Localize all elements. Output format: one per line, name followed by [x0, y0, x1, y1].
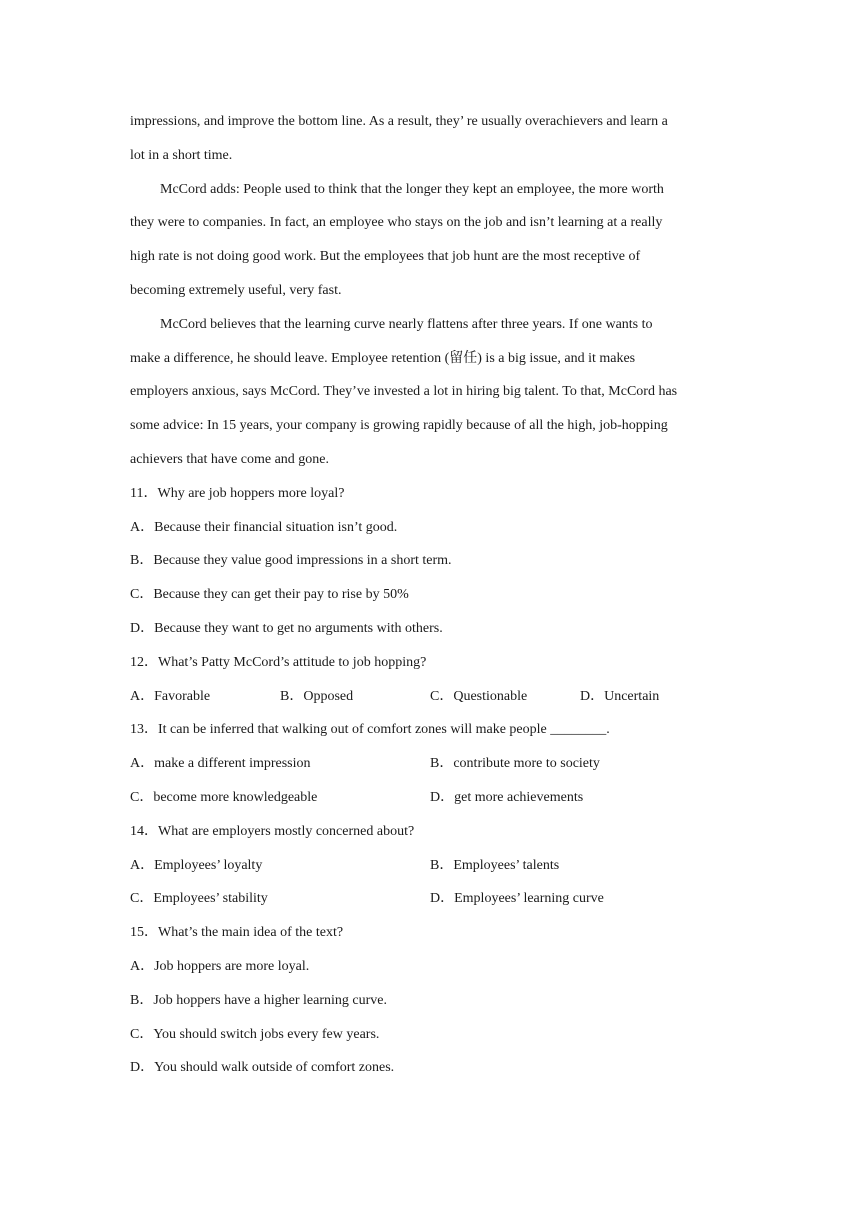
passage-line: they were to companies. In fact, an employee who stays on the job and isn’t learning at a really: [130, 215, 663, 231]
passage-line: employers anxious, says McCord. They’ve invested a lot in hiring big talent. To that, McCord has: [130, 384, 678, 400]
answer-option-a: A．Favorable: [130, 688, 211, 704]
answer-option-c: C．Questionable: [430, 688, 528, 704]
passage-line: McCord adds: People used to think that the longer they kept an employee, the more worth: [160, 181, 664, 197]
passage-line: McCord believes that the learning curve nearly flattens after three years. If one wants to: [160, 316, 653, 332]
answer-option-c: C．Employees’ stability: [130, 891, 268, 907]
answer-option-b: B．Because they value good impressions in a short term.: [130, 553, 452, 569]
answer-option-b: B．Opposed: [280, 688, 354, 704]
passage-line: becoming extremely useful, very fast.: [130, 282, 342, 298]
options-row: [130, 849, 730, 883]
question-12: [130, 646, 730, 714]
answer-option-b: B．Employees’ talents: [430, 857, 560, 873]
question-stem: 11．Why are job hoppers more loyal?: [130, 485, 345, 501]
passage-paragraph-3: [130, 308, 730, 477]
question-13: [130, 713, 730, 814]
passage-line: lot in a short time.: [130, 147, 233, 163]
question-stem: 15．What’s the main idea of the text?: [130, 925, 344, 941]
passage-line: achievers that have come and gone.: [130, 451, 330, 467]
answer-option-d: D．You should walk outside of comfort zones.: [130, 1060, 395, 1076]
passage-paragraph-2: [130, 173, 730, 308]
answer-option-d: D．Employees’ learning curve: [430, 891, 604, 907]
answer-option-b: B．Job hoppers have a higher learning curve.: [130, 992, 387, 1008]
answer-option-b: B．contribute more to society: [430, 756, 600, 772]
passage-line: impressions, and improve the bottom line. As a result, they’ re usually overachievers and learn a: [130, 114, 668, 129]
answer-option-a: A．Job hoppers are more loyal.: [130, 958, 310, 974]
options-row: [130, 747, 730, 781]
passage-line: make a difference, he should leave. Employee retention (留任) is a big issue, and it makes: [130, 350, 636, 366]
answer-option-c: C．You should switch jobs every few years.: [130, 1026, 380, 1042]
question-stem: 12．What’s Patty McCord’s attitude to job hopping?: [130, 654, 427, 670]
answer-option-a: A．Employees’ loyalty: [130, 857, 263, 873]
question-15: [130, 916, 730, 1085]
answer-option-a: A．Because their financial situation isn’t good.: [130, 519, 398, 535]
answer-option-a: A．make a different impression: [130, 756, 311, 772]
question-11: [130, 477, 730, 646]
passage-paragraph-1: [130, 105, 730, 173]
passage-line: high rate is not doing good work. But the employees that job hunt are the most receptive of: [130, 249, 641, 265]
question-14: [130, 815, 730, 916]
document-content: [130, 105, 730, 1085]
answer-option-d: D．Uncertain: [580, 688, 660, 704]
options-row: [130, 781, 730, 815]
answer-option-c: C．become more knowledgeable: [130, 789, 318, 805]
answer-option-c: C．Because they can get their pay to rise by 50%: [130, 587, 409, 603]
passage-line: some advice: In 15 years, your company is growing rapidly because of all the high, job-hopping: [130, 418, 668, 434]
answer-option-d: D．Because they want to get no arguments with others.: [130, 620, 443, 636]
question-stem: 13．It can be inferred that walking out of comfort zones will make people ________.: [130, 722, 610, 738]
answer-option-d: D．get more achievements: [430, 789, 584, 805]
options-row: [130, 680, 730, 714]
options-row: [130, 882, 730, 916]
question-stem: 14．What are employers mostly concerned about?: [130, 823, 415, 839]
